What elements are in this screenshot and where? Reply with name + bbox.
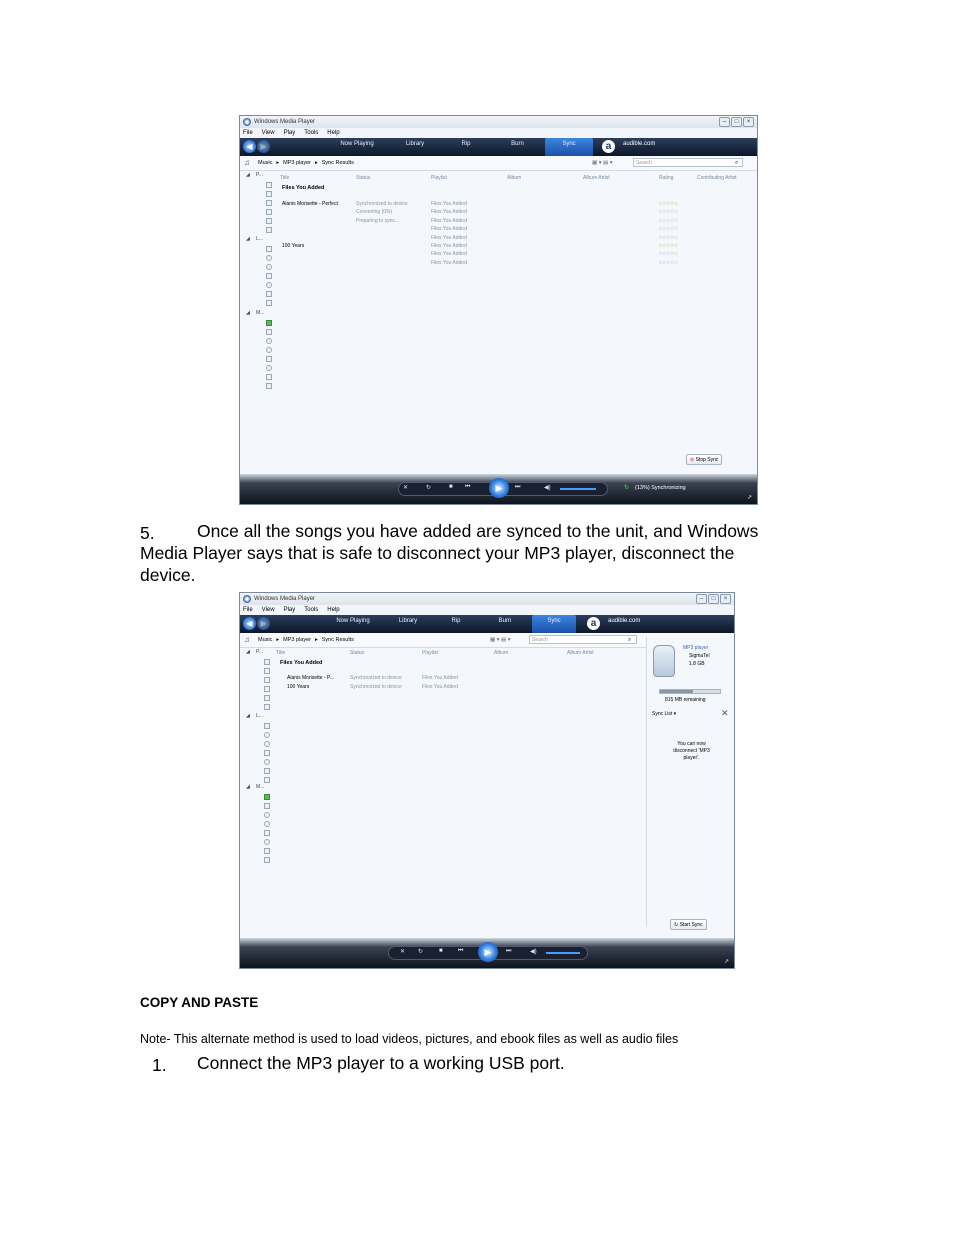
mini-mode-icon[interactable]: ↗ xyxy=(747,495,753,501)
volume-slider[interactable] xyxy=(546,952,580,954)
wmp-window-syncing xyxy=(239,115,758,505)
tree-playlists-label[interactable]: P... xyxy=(256,172,263,178)
col-playlist[interactable]: Playlist xyxy=(422,650,438,656)
breadcrumb-device[interactable]: MP3 player xyxy=(283,160,311,166)
menu-play[interactable]: Play xyxy=(283,130,296,136)
breadcrumb-sync-results[interactable]: Sync Results xyxy=(321,637,354,643)
album-icon[interactable] xyxy=(264,741,270,747)
track-status: Synchronized to device xyxy=(350,684,402,690)
year-icon[interactable] xyxy=(266,282,272,288)
rating-stars: ☆☆☆☆☆ xyxy=(658,259,678,266)
col-status[interactable]: Status xyxy=(356,175,371,181)
title-bar xyxy=(240,116,757,128)
clear-list-icon[interactable]: ✕ xyxy=(721,708,729,718)
next-icon[interactable]: ⏭ xyxy=(515,484,521,490)
playlist-icon[interactable] xyxy=(264,695,270,701)
tree-device-label[interactable]: M... xyxy=(256,784,265,790)
star-icon[interactable] xyxy=(266,383,272,389)
track-title: Alanis Morisette - Perfect xyxy=(282,201,338,207)
col-title[interactable]: Title xyxy=(276,650,286,656)
window-title: Windows Media Player xyxy=(254,596,316,602)
rating-stars: ☆☆☆☆☆ xyxy=(658,226,678,233)
playlist-icon[interactable] xyxy=(264,659,270,665)
artist-icon[interactable] xyxy=(264,812,270,818)
wmp-window-sync-complete xyxy=(239,592,735,969)
track-playlist: Files You Added xyxy=(431,234,467,241)
repeat-icon[interactable]: ↻ xyxy=(426,485,432,491)
view-options-icon[interactable]: ▦ ▾ ▤ ▾ xyxy=(490,637,511,643)
track-status: Converting (0%) xyxy=(356,209,393,216)
col-status[interactable]: Status xyxy=(350,650,365,656)
column-headers xyxy=(240,650,640,658)
play-button[interactable]: ▶ xyxy=(478,942,498,962)
audible-link[interactable]: audible.com xyxy=(623,141,656,147)
breadcrumb-device[interactable]: MP3 player xyxy=(283,637,311,643)
table-row[interactable] xyxy=(240,675,640,683)
device-name[interactable]: MP3 player xyxy=(683,645,709,651)
nav-bar xyxy=(240,615,734,633)
table-row[interactable] xyxy=(240,226,758,234)
step-5-line-2: Media Player says that is safe to disconnect your MP3 player, disconnect the xyxy=(140,543,735,563)
group-title: Files You Added xyxy=(280,660,323,666)
maximize-button[interactable]: □ xyxy=(731,117,742,127)
table-row[interactable] xyxy=(240,251,758,259)
table-row[interactable] xyxy=(240,218,758,226)
minimize-button[interactable]: – xyxy=(696,594,707,604)
search-icon[interactable]: ⌕ xyxy=(628,637,632,643)
window-title: Windows Media Player xyxy=(254,119,316,125)
sync-status-text: (13%) Synchronizing xyxy=(635,485,686,491)
next-icon[interactable]: ⏭ xyxy=(506,948,512,954)
table-row[interactable] xyxy=(240,209,758,217)
genre-icon[interactable] xyxy=(266,273,272,279)
col-playlist[interactable]: Playlist xyxy=(431,175,447,181)
col-album[interactable]: Album xyxy=(507,175,522,181)
tree-library-label[interactable]: L... xyxy=(256,713,263,719)
volume-icon[interactable]: ◀) xyxy=(544,485,551,491)
search-icon[interactable]: ⌕ xyxy=(735,160,739,166)
tree-playlists-label[interactable]: P... xyxy=(256,649,263,655)
music-note-icon: ♫ xyxy=(244,635,250,644)
search-input[interactable]: Search xyxy=(633,158,743,167)
track-title: 100 Years xyxy=(287,684,310,690)
section-heading: COPY AND PASTE xyxy=(140,995,259,1010)
star-icon[interactable] xyxy=(264,857,270,863)
rating-icon[interactable] xyxy=(266,291,272,297)
step-5-line-3: device. xyxy=(140,565,196,585)
wmp-app-icon xyxy=(243,595,251,603)
track-status: Synchronized to device xyxy=(350,675,402,681)
step-number: 1. xyxy=(152,1055,167,1075)
tree-device-label[interactable]: M... xyxy=(256,310,265,316)
track-playlist: Files You Added xyxy=(431,217,467,224)
audible-link[interactable]: audible.com xyxy=(608,618,641,624)
tab-now-playing[interactable]: Now Playing xyxy=(340,141,374,147)
track-playlist: Files You Added xyxy=(431,251,467,258)
table-row[interactable] xyxy=(240,235,758,243)
menu-tools[interactable]: Tools xyxy=(304,130,319,136)
sync-icon: ↻ xyxy=(674,922,679,928)
wmp-app-icon xyxy=(243,118,251,126)
stop-sync-button[interactable]: ⊘ Stop Sync xyxy=(686,454,722,465)
tree-expander[interactable]: ◢ xyxy=(246,649,250,655)
disconnect-message-line-1: You can now xyxy=(677,741,706,747)
col-title[interactable]: Title xyxy=(280,175,290,181)
storage-remaining: 815 MB remaining xyxy=(665,697,706,703)
previous-icon[interactable]: ⏮ xyxy=(465,484,471,490)
stop-icon: ⊘ xyxy=(690,457,695,463)
storage-bar-fill xyxy=(660,690,693,693)
rating-stars: ☆☆☆☆☆ xyxy=(658,234,678,241)
table-row[interactable] xyxy=(240,243,758,251)
rating-stars: ☆☆☆☆☆ xyxy=(658,217,678,224)
track-playlist: Files You Added xyxy=(431,201,467,207)
playback-bar xyxy=(240,474,757,504)
menu-view[interactable]: View xyxy=(261,130,275,136)
year-icon[interactable] xyxy=(264,759,270,765)
col-album[interactable]: Album xyxy=(494,650,509,656)
disconnect-message-line-2: disconnect 'MP3 xyxy=(673,748,710,754)
album-icon[interactable] xyxy=(266,347,272,353)
audible-logo-icon[interactable]: a xyxy=(587,617,600,630)
table-row[interactable] xyxy=(240,684,640,692)
genre-icon[interactable] xyxy=(264,830,270,836)
tab-rip[interactable]: Rip xyxy=(461,141,471,147)
volume-icon[interactable]: ◀) xyxy=(530,949,537,955)
rating-stars: ☆☆☆☆☆ xyxy=(658,201,678,207)
track-playlist: Files You Added xyxy=(431,226,467,233)
track-status: Synchronized to device xyxy=(356,201,408,207)
tab-now-playing[interactable]: Now Playing xyxy=(336,618,370,624)
shuffle-icon[interactable]: ✕ xyxy=(400,949,406,955)
storage-bar xyxy=(659,689,721,694)
sync-icon[interactable] xyxy=(264,794,270,800)
track-title: 100 Years xyxy=(282,243,305,249)
volume-slider[interactable] xyxy=(560,488,596,490)
playlist-icon[interactable] xyxy=(264,668,270,674)
audible-logo-icon[interactable]: a xyxy=(602,140,615,153)
breadcrumb-sync-results[interactable]: Sync Results xyxy=(321,160,354,166)
rating-icon[interactable] xyxy=(264,768,270,774)
address-bar: ♫ Music ▸ MP3 player ▸ Sync Results ▦ ▾ ▤ ▾ Search ⌕ xyxy=(240,156,757,171)
tree-expander[interactable]: ◢ xyxy=(246,236,250,242)
genre-icon[interactable] xyxy=(264,750,270,756)
mp3-player-icon xyxy=(653,645,675,677)
device-panel xyxy=(646,637,735,927)
previous-icon[interactable]: ⏮ xyxy=(458,948,464,954)
address-bar: ♫ Music ▸ MP3 player ▸ Sync Results ▦ ▾ ▤ ▾ Search ⌕ xyxy=(240,633,734,648)
minimize-button[interactable]: – xyxy=(719,117,730,127)
year-icon[interactable] xyxy=(264,839,270,845)
music-note-icon: ♫ xyxy=(244,158,250,167)
track-playlist: Files You Added xyxy=(431,243,467,249)
menu-bar xyxy=(240,605,734,615)
group-title: Files You Added xyxy=(282,185,325,191)
artist-icon[interactable] xyxy=(264,732,270,738)
column-headers xyxy=(240,175,758,183)
track-playlist: Files You Added xyxy=(431,209,467,216)
track-playlist: Files You Added xyxy=(431,259,467,266)
start-sync-button[interactable]: ↻ Start Sync xyxy=(670,919,707,930)
device-node-icon[interactable] xyxy=(266,329,272,335)
tab-sync[interactable]: Sync xyxy=(545,138,593,156)
playlist-icon[interactable] xyxy=(264,704,270,710)
col-album-artist[interactable]: Album Artist xyxy=(583,175,610,181)
rating-icon[interactable] xyxy=(264,848,270,854)
rating-stars: ☆☆☆☆☆ xyxy=(658,209,678,216)
back-arrow-icon[interactable]: ◀ xyxy=(243,140,256,153)
title-bar xyxy=(240,593,734,605)
tree-expander[interactable]: ◢ xyxy=(246,784,250,790)
playback-bar xyxy=(240,938,734,968)
breadcrumb-music[interactable]: Music xyxy=(258,637,273,643)
device-node-icon[interactable] xyxy=(264,803,270,809)
playlist-icon[interactable] xyxy=(266,191,272,197)
album-icon[interactable] xyxy=(264,821,270,827)
track-playlist: Files You Added xyxy=(422,675,458,681)
repeat-icon[interactable]: ↻ xyxy=(418,949,424,955)
menu-file[interactable]: File xyxy=(243,130,253,136)
star-icon[interactable] xyxy=(266,300,272,306)
sync-list-dropdown[interactable]: Sync List ▾ xyxy=(652,711,677,717)
genre-icon[interactable] xyxy=(266,356,272,362)
track-status: Preparing to sync... xyxy=(356,217,400,224)
rating-stars: ☆☆☆☆☆ xyxy=(658,243,678,249)
col-contributing-artist[interactable]: Contributing Artist xyxy=(697,175,737,181)
tab-burn[interactable]: Burn xyxy=(498,618,512,624)
mini-mode-icon[interactable]: ↗ xyxy=(724,959,730,965)
search-input[interactable]: Search xyxy=(529,635,637,644)
menu-tools[interactable]: Tools xyxy=(304,607,319,613)
stop-playback-icon[interactable]: ■ xyxy=(439,948,443,954)
library-node-icon[interactable] xyxy=(264,723,270,729)
view-options-icon[interactable]: ▦ ▾ ▤ ▾ xyxy=(592,160,613,166)
menu-file[interactable]: File xyxy=(243,607,253,613)
nav-bar xyxy=(240,138,757,156)
track-title: Alanis Morisette - P... xyxy=(287,675,334,681)
close-button[interactable]: × xyxy=(743,117,754,127)
step-5-line-1: Once all the songs you have added are synced to the unit, and Windows xyxy=(197,521,759,541)
back-arrow-icon[interactable]: ◀ xyxy=(243,617,256,630)
tab-sync[interactable]: Sync xyxy=(532,615,576,633)
stop-playback-icon[interactable]: ■ xyxy=(449,484,453,490)
step-1-text: Connect the MP3 player to a working USB port. xyxy=(197,1053,565,1073)
table-row[interactable] xyxy=(240,201,758,209)
sync-spinner-icon: ↻ xyxy=(624,485,630,491)
menu-help[interactable]: Help xyxy=(327,130,340,136)
tab-rip[interactable]: Rip xyxy=(451,618,461,624)
shuffle-icon[interactable]: ✕ xyxy=(403,485,409,491)
star-icon[interactable] xyxy=(264,777,270,783)
maximize-button[interactable]: □ xyxy=(708,594,719,604)
menu-help[interactable]: Help xyxy=(327,607,340,613)
track-playlist: Files You Added xyxy=(422,684,458,690)
step-number: 5. xyxy=(140,523,155,543)
tree-expander[interactable]: ◢ xyxy=(246,172,250,178)
device-size: 1.8 GB xyxy=(689,661,705,667)
tab-library[interactable]: Library xyxy=(405,141,425,147)
forward-arrow-icon[interactable]: ▶ xyxy=(257,617,270,630)
artist-icon[interactable] xyxy=(266,338,272,344)
tab-burn[interactable]: Burn xyxy=(511,141,524,147)
breadcrumb-music[interactable]: Music xyxy=(258,160,273,166)
col-album-artist[interactable]: Album Artist xyxy=(567,650,594,656)
device-maker: SigmaTel xyxy=(689,653,710,659)
menu-view[interactable]: View xyxy=(261,607,275,613)
forward-arrow-icon[interactable]: ▶ xyxy=(257,140,270,153)
rating-icon[interactable] xyxy=(266,374,272,380)
col-rating[interactable]: Rating xyxy=(659,175,674,181)
disconnect-message-line-3: player'. xyxy=(683,755,700,761)
tree-expander[interactable]: ◢ xyxy=(246,713,250,719)
close-button[interactable]: × xyxy=(720,594,731,604)
rating-stars: ☆☆☆☆☆ xyxy=(658,251,678,258)
tree-expander[interactable]: ◢ xyxy=(246,310,250,316)
sync-icon[interactable] xyxy=(266,320,272,326)
tab-library[interactable]: Library xyxy=(398,618,418,624)
menu-play[interactable]: Play xyxy=(283,607,296,613)
section-note: Note- This alternate method is used to load videos, pictures, and ebook files as well as audio files xyxy=(140,1032,679,1046)
play-button[interactable]: ▶ xyxy=(489,478,509,498)
year-icon[interactable] xyxy=(266,365,272,371)
menu-bar xyxy=(240,128,757,138)
tree-library-label[interactable]: L... xyxy=(256,236,263,242)
table-row[interactable] xyxy=(240,260,758,268)
